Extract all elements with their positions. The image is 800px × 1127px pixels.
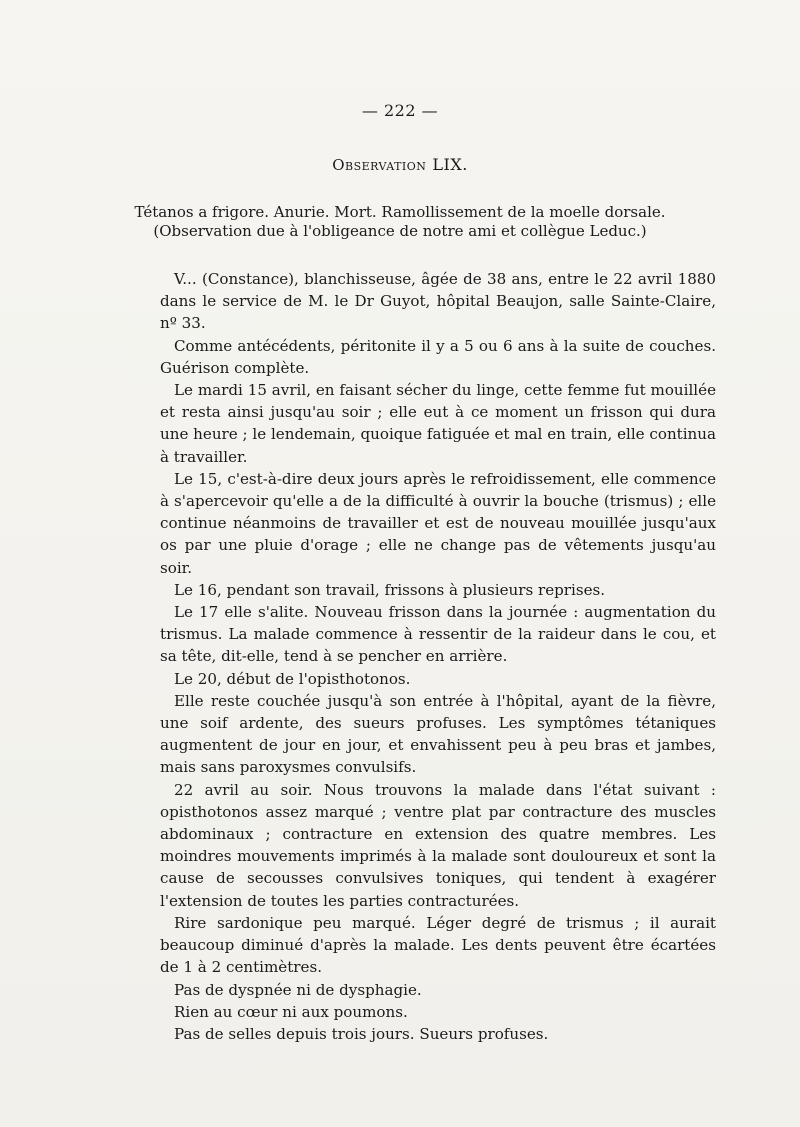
observation-number: LIX. [432,155,468,174]
paragraph-examination: 22 avril au soir. Nous trouvons la malade dans l'état suivant : opisthotonos assez marqué ; ventre plat par contracture des muscles abdominaux ; contracture en extension des quatre membres. Les moindres mouvements imprimés à la malade sont douloureux et sont la cause de secousses convulsives toniques, qui tendent à exagérer l'extension de toutes les parties contracturées. [160,780,716,910]
paragraph-dyspnea: Pas de dyspnée ni de dysphagie. [174,980,422,999]
observation-label: Observation [332,156,427,174]
paragraph-day-17: Le 17 elle s'alite. Nouveau frisson dans la journée : augmentation du trismus. La malade commence à ressentir de la raideur dans le cou, et sa tête, dit-elle, tend à se pencher en arrière. [160,603,716,666]
observation-heading [0,155,800,174]
paragraph-symptoms: Elle reste couchée jusqu'à son entrée à l'hôpital, ayant de la fièvre, une soif ardente, des sueurs profuses. Les symptômes tétaniques augmentent de jour en jour, et envahissent peu à peu bras et jambes, mais sans paroxysmes convulsifs. [160,691,716,777]
paragraph-heart-lungs: Rien au cœur ni aux poumons. [174,1002,408,1021]
paragraph-day-20: Le 20, début de l'opisthotonos. [174,669,411,688]
paragraph-day-16: Le 16, pendant son travail, frissons à plusieurs reprises. [174,580,606,599]
observation-body [160,268,716,1045]
paragraph-antecedents: Comme antécédents, péritonite il y a 5 ou 6 ans à la suite de couches. Guérison complète. [160,336,716,377]
paragraph-admission: V... (Constance), blanchisseuse, âgée de 38 ans, entre le 22 avril 1880 dans le service de M. le Dr Guyot, hôpital Beaujon, salle Sainte-Claire, nº 33. [160,270,716,333]
paragraph-sardonic: Rire sardonique peu marqué. Léger degré de trismus ; il aurait beaucoup diminué d'après la malade. Les dents peuvent être écartées de 1 à 2 centimètres. [160,913,716,977]
paragraph-trismus: Le 15, c'est-à-dire deux jours après le refroidissement, elle commence à s'apercevoir qu'elle a de la difficulté à ouvrir la bouche (trismus) ; elle continue néanmoins de travailler et est de nouveau mouillée jusqu'aux os par une pluie d'orage ; elle ne change pas de vêtements jusqu'au soir. [160,469,716,577]
case-attribution: (Observation due à l'obligeance de notre ami et collègue Leduc.) [153,222,647,240]
paragraph-stools: Pas de selles depuis trois jours. Sueurs profuses. [174,1024,549,1043]
case-title: Tétanos a frigore. Anurie. Mort. Ramollissement de la moelle dorsale. [134,203,666,221]
paragraph-onset: Le mardi 15 avril, en faisant sécher du linge, cette femme fut mouillée et resta ainsi jusqu'au soir ; elle eut à ce moment un frisson qui dura une heure ; le lendemain, quoique fatiguée et mal en train, elle continua à travailler. [160,381,716,466]
page-number: — 222 — [361,101,439,120]
